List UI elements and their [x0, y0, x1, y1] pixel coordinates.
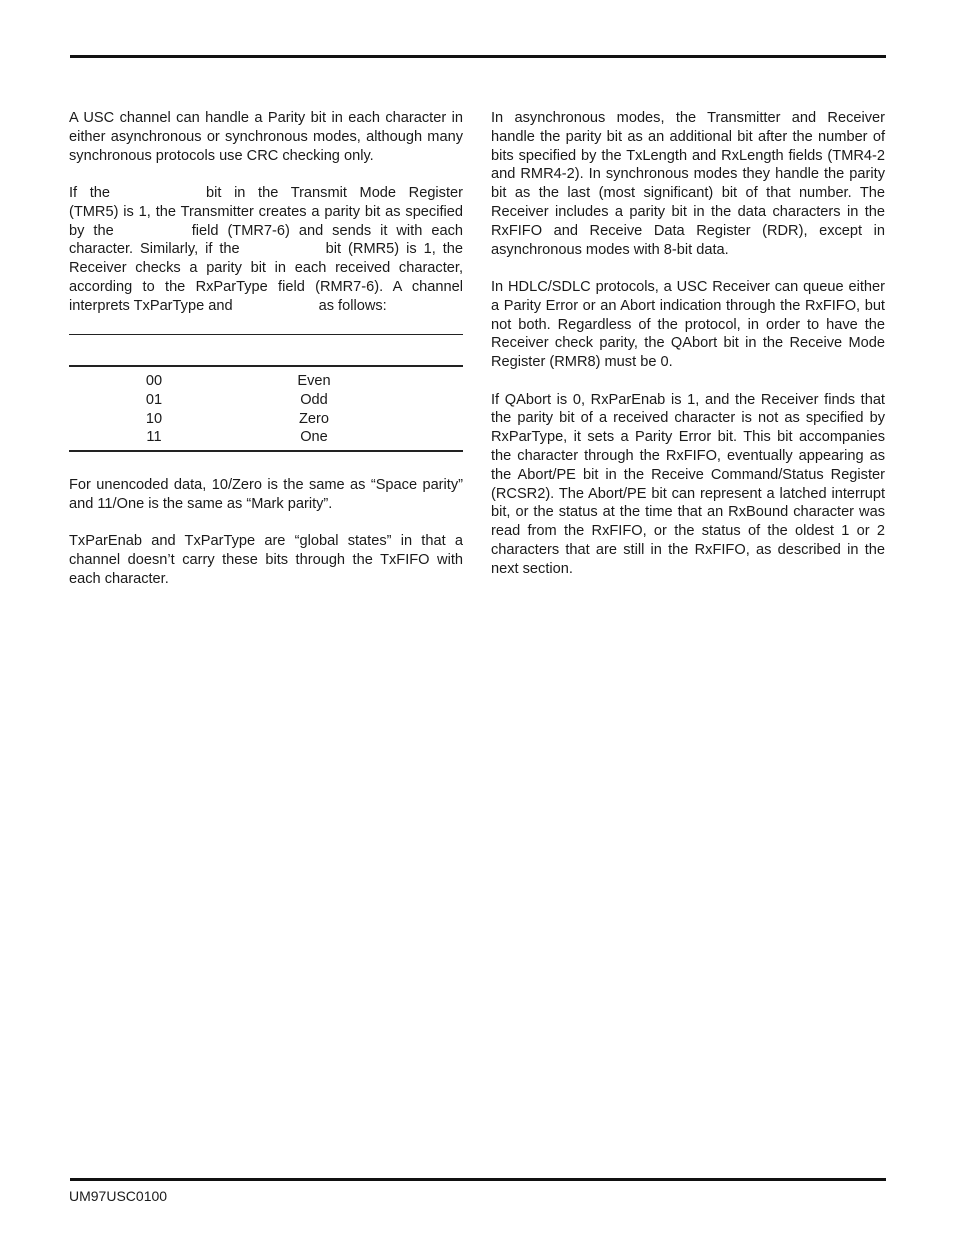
text-fragment: If the: [69, 184, 111, 201]
text-fragment: bit in the Transmit Mode Register (TMR5) is 1, the Transmitter creates a parity bit as specified by the: [69, 184, 464, 239]
parity-type-table: [69, 334, 463, 452]
paragraph-hdlc: In HDLC/SDLC protocols, a USC Receiver can queue either a Parity Error or an Abort indication through the RxFIFO, but not both. Regardless of the protocol, in order to have the Receiver check parity, the QAbort bit in the Receive Mode Register (RMR8) must be 0.: [491, 278, 885, 371]
right-column: [491, 109, 885, 597]
cell-parity: Zero: [298, 410, 329, 427]
table-row: [69, 372, 463, 391]
cell-parity: Odd: [300, 391, 328, 408]
cell-code: 10: [145, 410, 163, 427]
paragraph-async-modes: In asynchronous modes, the Transmitter and Receiver handle the parity bit as an additional bit after the number of bits specified by the TxLength and RxLength fields (TMR4-2 and RMR4-2). In synchronous modes they handle the parity bit as the last (most significant) bit of that number. The Receiver includes a parity bit in the data characters in the RxFIFO and Receive Data Register (RDR), except in asynchronous modes with 8-bit data.: [491, 110, 885, 258]
cell-code: 11: [146, 429, 162, 446]
header-rule: [70, 55, 886, 58]
table-row: [69, 410, 463, 429]
paragraph-global-states: TxParEnab and TxParType are “global states” in that a channel doesn’t carry these bits through the TxFIFO with each character.: [69, 533, 463, 587]
paragraph-unencoded: For unencoded data, 10/Zero is the same as “Space parity” and 11/One is the same as “Mark parity”.: [69, 476, 463, 512]
cell-code: 01: [145, 391, 163, 408]
text-fragment: as follows:: [318, 297, 387, 314]
document-id: UM97USC0100: [69, 1188, 168, 1204]
cell-code: 00: [145, 373, 163, 390]
paragraph-parity-enable: [69, 184, 463, 316]
cell-parity: One: [300, 429, 328, 446]
table-header: [69, 335, 463, 367]
paragraph-qabort: If QAbort is 0, RxParEnab is 1, and the Receiver finds that the parity bit of a received character is not as specified by RxParType, it sets a Parity Error bit. This bit accompanies the character through the RxFIFO, eventually appearing as the Abort/PE bit in the Receive Command/Status Register (RCSR2). The Abort/PE bit can represent a latched interrupt bit, or the status at the time that an RxBound character was read from the RxFIFO, or the status of the oldest 1 or 2 characters that are still in the RxFIFO, as described in the next section.: [491, 391, 885, 577]
text-fragment: field (TMR7-6) and sends it with each character. Similarly, if the: [69, 222, 463, 258]
table-row: [69, 428, 463, 447]
cell-parity: Even: [297, 373, 331, 390]
text-fragment: bit (RMR5) is 1, the Receiver checks a parity bit in each received character, according to the RxParType field (RMR7-6). A channel interprets TxParType and: [69, 241, 464, 314]
table-row: [69, 391, 463, 410]
paragraph-intro: A USC channel can handle a Parity bit in each character in either asynchronous or synchronous modes, although many synchronous protocols use CRC checking only.: [69, 110, 463, 164]
footer-rule: [70, 1178, 886, 1181]
left-column: [69, 109, 463, 607]
